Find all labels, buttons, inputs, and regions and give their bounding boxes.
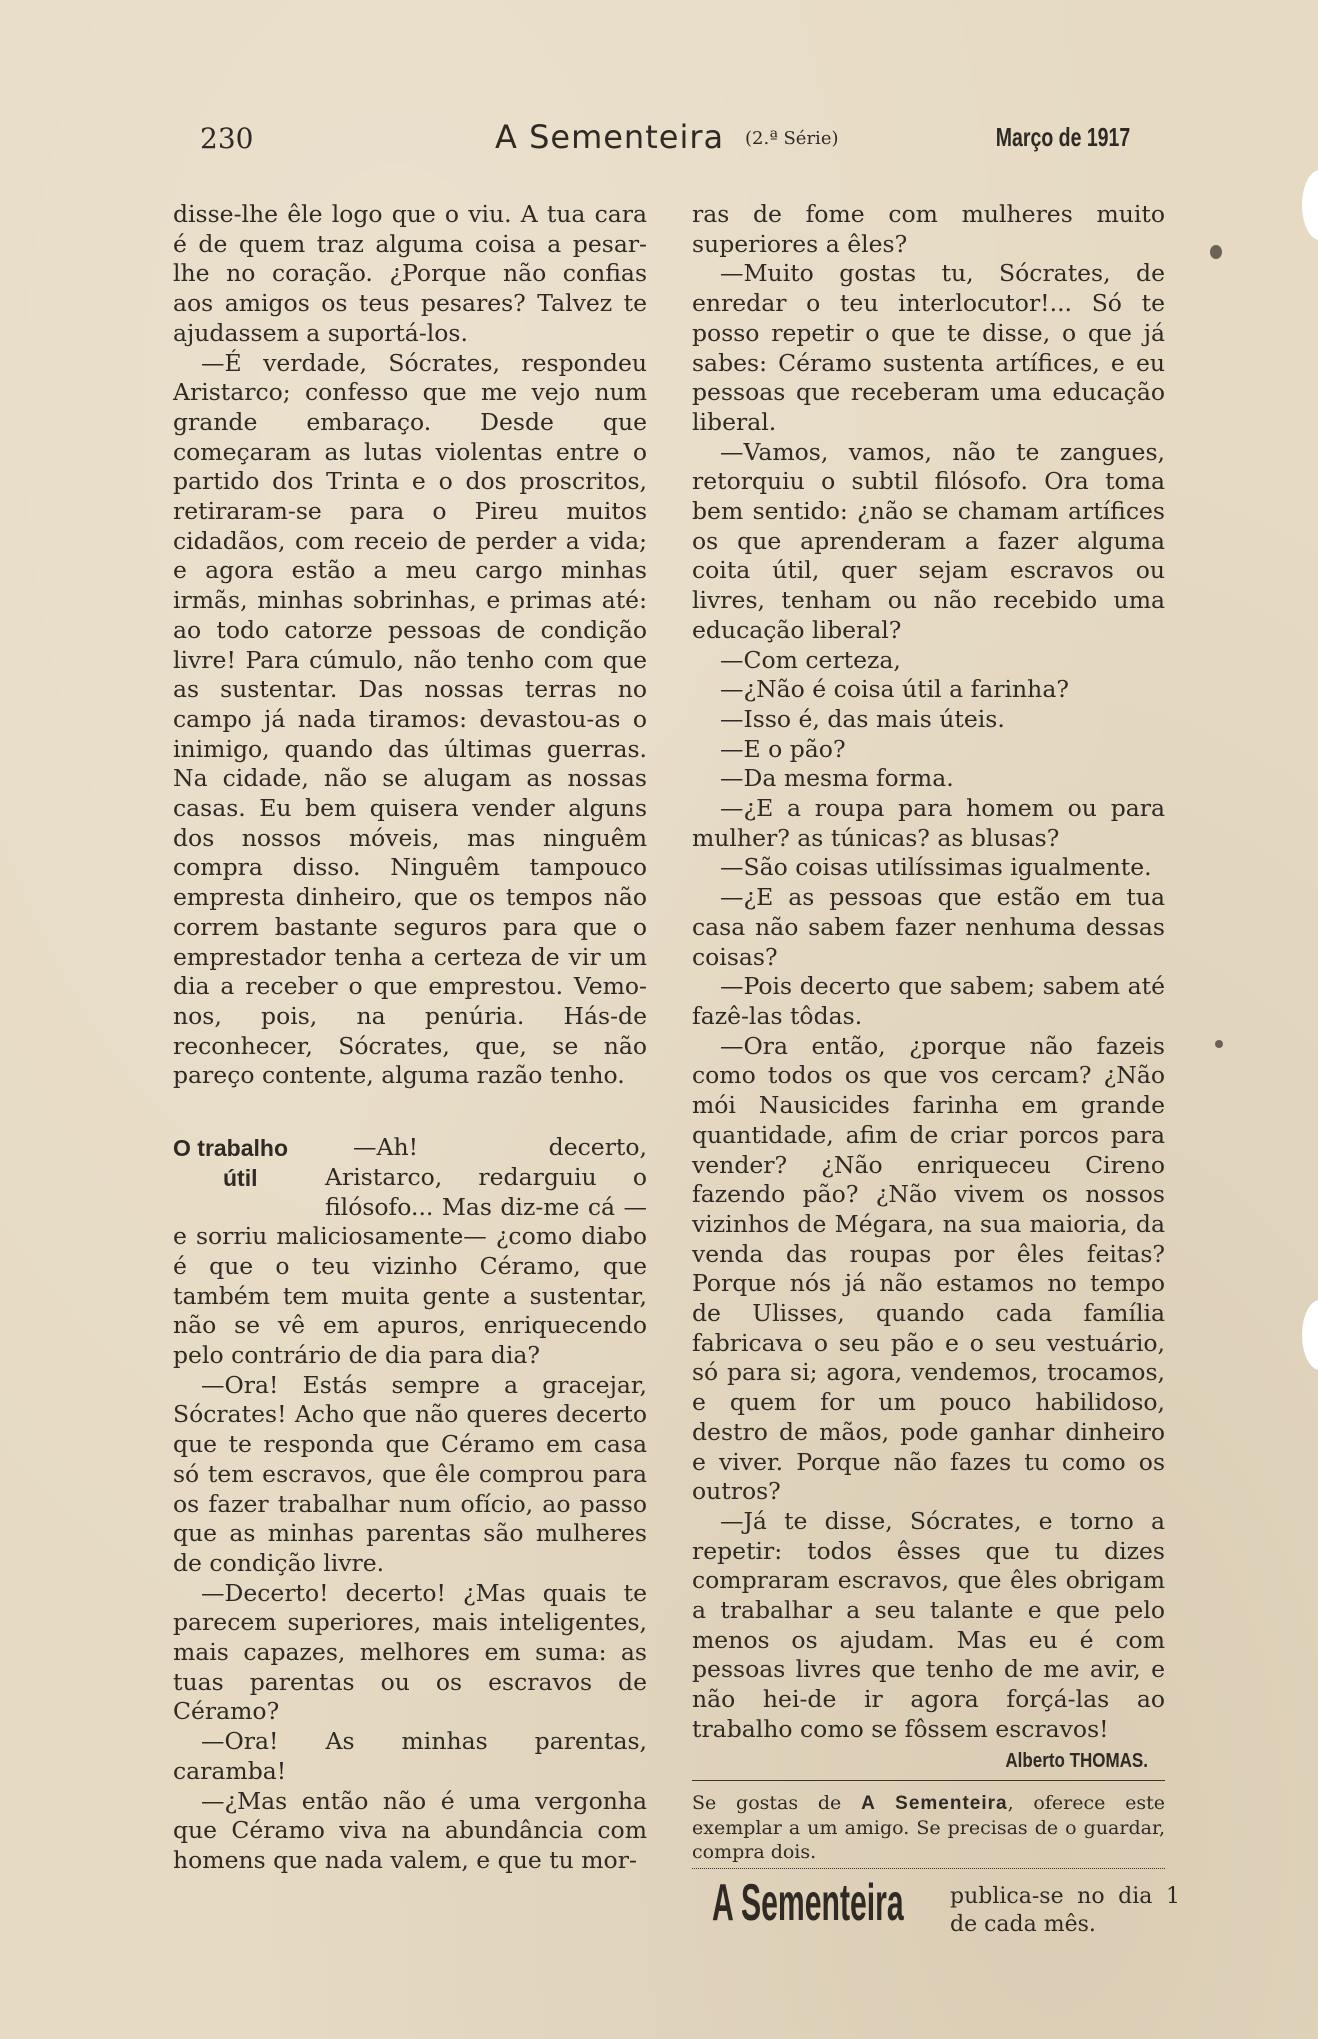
notice-suffix: , oferece este exemplar a um amigo. Se precisas de o guardar, compra dois. [692, 1792, 1166, 1864]
paragraph: —¿E as pessoas que estão em tua casa não sabem fazer nenhuma dessas coisas? [692, 883, 1165, 971]
paragraph: —¿Mas então não é uma vergonha que Céramo viva na abundância com homens que nada valem, e que tu mor- [173, 1786, 647, 1874]
journal-title: A Sementeira [495, 118, 725, 156]
ink-speck [1215, 1040, 1223, 1048]
paragraph: —É verdade, Sócrates, respondeu Aristarco; confesso que me vejo num grande embaraço. Desde que começaram as lutas violentas entre o partido dos Trinta e o dos proscritos, retiraram-se para o Pireu muitos cidadãos, com receio de perder a vida; e agora estão a meu cargo minhas irmãs, minhas sobrinhas, e primas até: ao todo catorze pessoas de condição livre! Para cúmulo, não tenho com que as sustentar. Das nossas terras no campo já nada tiramos: devastou-as o inimigo, quando das últimas guerras. Na cidade, não se alugam as nossas casas. Eu bem quisera vender alguns dos nossos móveis, mas ninguêm compra disso. Ninguêm tampouco empresta dinheiro, que os tempos não correm bastante seguros para que o emprestador tenha a certeza de vir um dia a receber o que emprestou. Vemo-nos, pois, na penúria. Hás-de reconhecer, Sócrates, que, se não pareço contente, alguma razão tenho. [173, 348, 647, 1090]
issue-date: Março de 1917 [995, 122, 1130, 152]
paragraph: —São coisas utilíssimas igualmente. [720, 853, 1152, 882]
paragraph: —Já te disse, Sócrates, e torno a repetir: todos êsses que tu dizes compraram escravos, que êles obrigam a trabalhar a seu talante e que pelo menos os ajudam. Mas eu é com pessoas livres que tenho de me avir, e não hei-de ir agora forçá-las ao trabalho como se fôssem escravos! [692, 1506, 1165, 1743]
paragraph: —Pois decerto que sabem; sabem até fazê-las tôdas. [692, 972, 1165, 1030]
author-signature: Alberto THOMAS. [1005, 1749, 1148, 1772]
page-header [190, 118, 1140, 168]
left-column [173, 200, 647, 1876]
paragraph: —Decerto! decerto! ¿Mas quais te parecem superiores, mais inteligentes, mais capazes, melhores em suma: as tuas parentas ou os escravos de Céramo? [173, 1578, 647, 1726]
paragraph: disse-lhe êle logo que o viu. A tua cara é de quem traz alguma coisa a pesar-lhe no coração. ¿Porque não confias aos amigos os teus pesares? Talvez te ajudassem a suportá-los. [173, 200, 647, 347]
paragraph: —Com certeza, [720, 645, 901, 674]
publication-advert [692, 1874, 1180, 1947]
paragraph: —¿Não é coisa útil a farinha? [720, 675, 1069, 704]
share-notice [692, 1791, 1165, 1864]
paragraph: —Da mesma forma. [720, 764, 954, 793]
page-number: 230 [200, 122, 254, 155]
right-column [692, 200, 1180, 1947]
journal-series: (2.ª Série) [745, 128, 839, 149]
paragraph: —Ora! As minhas parentas, caramba! [173, 1727, 647, 1785]
divider [692, 1780, 1165, 1781]
paragraph: —Isso é, das mais úteis. [720, 704, 1005, 733]
notice-journal-name: A Sementeira [861, 1793, 1008, 1815]
notice-prefix: Se gostas de [692, 1792, 842, 1815]
sidenote-line: útil [223, 1165, 258, 1192]
paragraph: —Ora então, ¿porque não fazeis como todos os que vos cercam? ¿Não mói Nausicides farinha em grande quantidade, afim de criar porcos para vender? ¿Não enriqueceu Cireno fazendo pão? ¿Não vivem os nossos vizinhos de Mégara, na sua maioria, da venda das roupas por êles feitas? Porque nós já não estamos no tempo de Ulisses, quando cada família fabricava o seu pão e o seu vestuário, só para si; agora, vendemos, trocamos, e quem for um pouco habilidoso, destro de mãos, pode ganhar dinheiro e viver. Porque não fazes tu como os outros? [692, 1031, 1165, 1506]
paragraph: —E o pão? [720, 734, 846, 763]
sidenote-line: O trabalho [173, 1135, 289, 1162]
advert-journal-name: A Sementeira [712, 1874, 904, 1933]
paragraph: ras de fome com mulheres muito superiores a êles? [692, 200, 1165, 258]
page-edge-tear [1302, 1300, 1318, 1370]
paragraph: —Muito gostas tu, Sócrates, de enredar o teu interlocutor!... Só te posso repetir o que te disse, o que já sabes: Céramo sustenta artífices, e eu pessoas que receberam uma educação liberal. [692, 259, 1165, 436]
page-edge-tear [1302, 170, 1318, 240]
paragraph: —Ah! decerto, Aristarco, redarguiu o filósofo... Mas diz-me cá —e sorriu maliciosamente— ¿como diabo é que o teu vizinho Céramo, que também tem muita gente a sustentar, não se vê em apuros, enriquecendo pelo contrário de dia para dia? [173, 1133, 647, 1370]
section-with-sidenote [173, 1133, 647, 1876]
paragraph: —Vamos, vamos, não te zangues, retorquiu o subtil filósofo. Ora toma bem sentido: ¿não se chamam artífices os que aprenderam a fazer alguma coita útil, quer sejam escravos ou livres, tenham ou não recebido uma educação liberal? [692, 437, 1165, 644]
dotted-divider [692, 1868, 1165, 1869]
sidenote-heading [173, 1133, 313, 1193]
advert-text: publica-se no dia 1 de cada mês. [950, 1884, 1180, 1938]
paragraph: —Ora! Estás sempre a gracejar, Sócrates! Acho que não queres decerto que te responda que Céramo em casa só tem escravos, que êle comprou para os fazer trabalhar num ofício, ao passo que as minhas parentas são mulheres de condição livre. [173, 1370, 647, 1577]
paragraph: —¿E a roupa para homem ou para mulher? as túnicas? as blusas? [692, 794, 1165, 852]
ink-speck [1210, 245, 1222, 259]
